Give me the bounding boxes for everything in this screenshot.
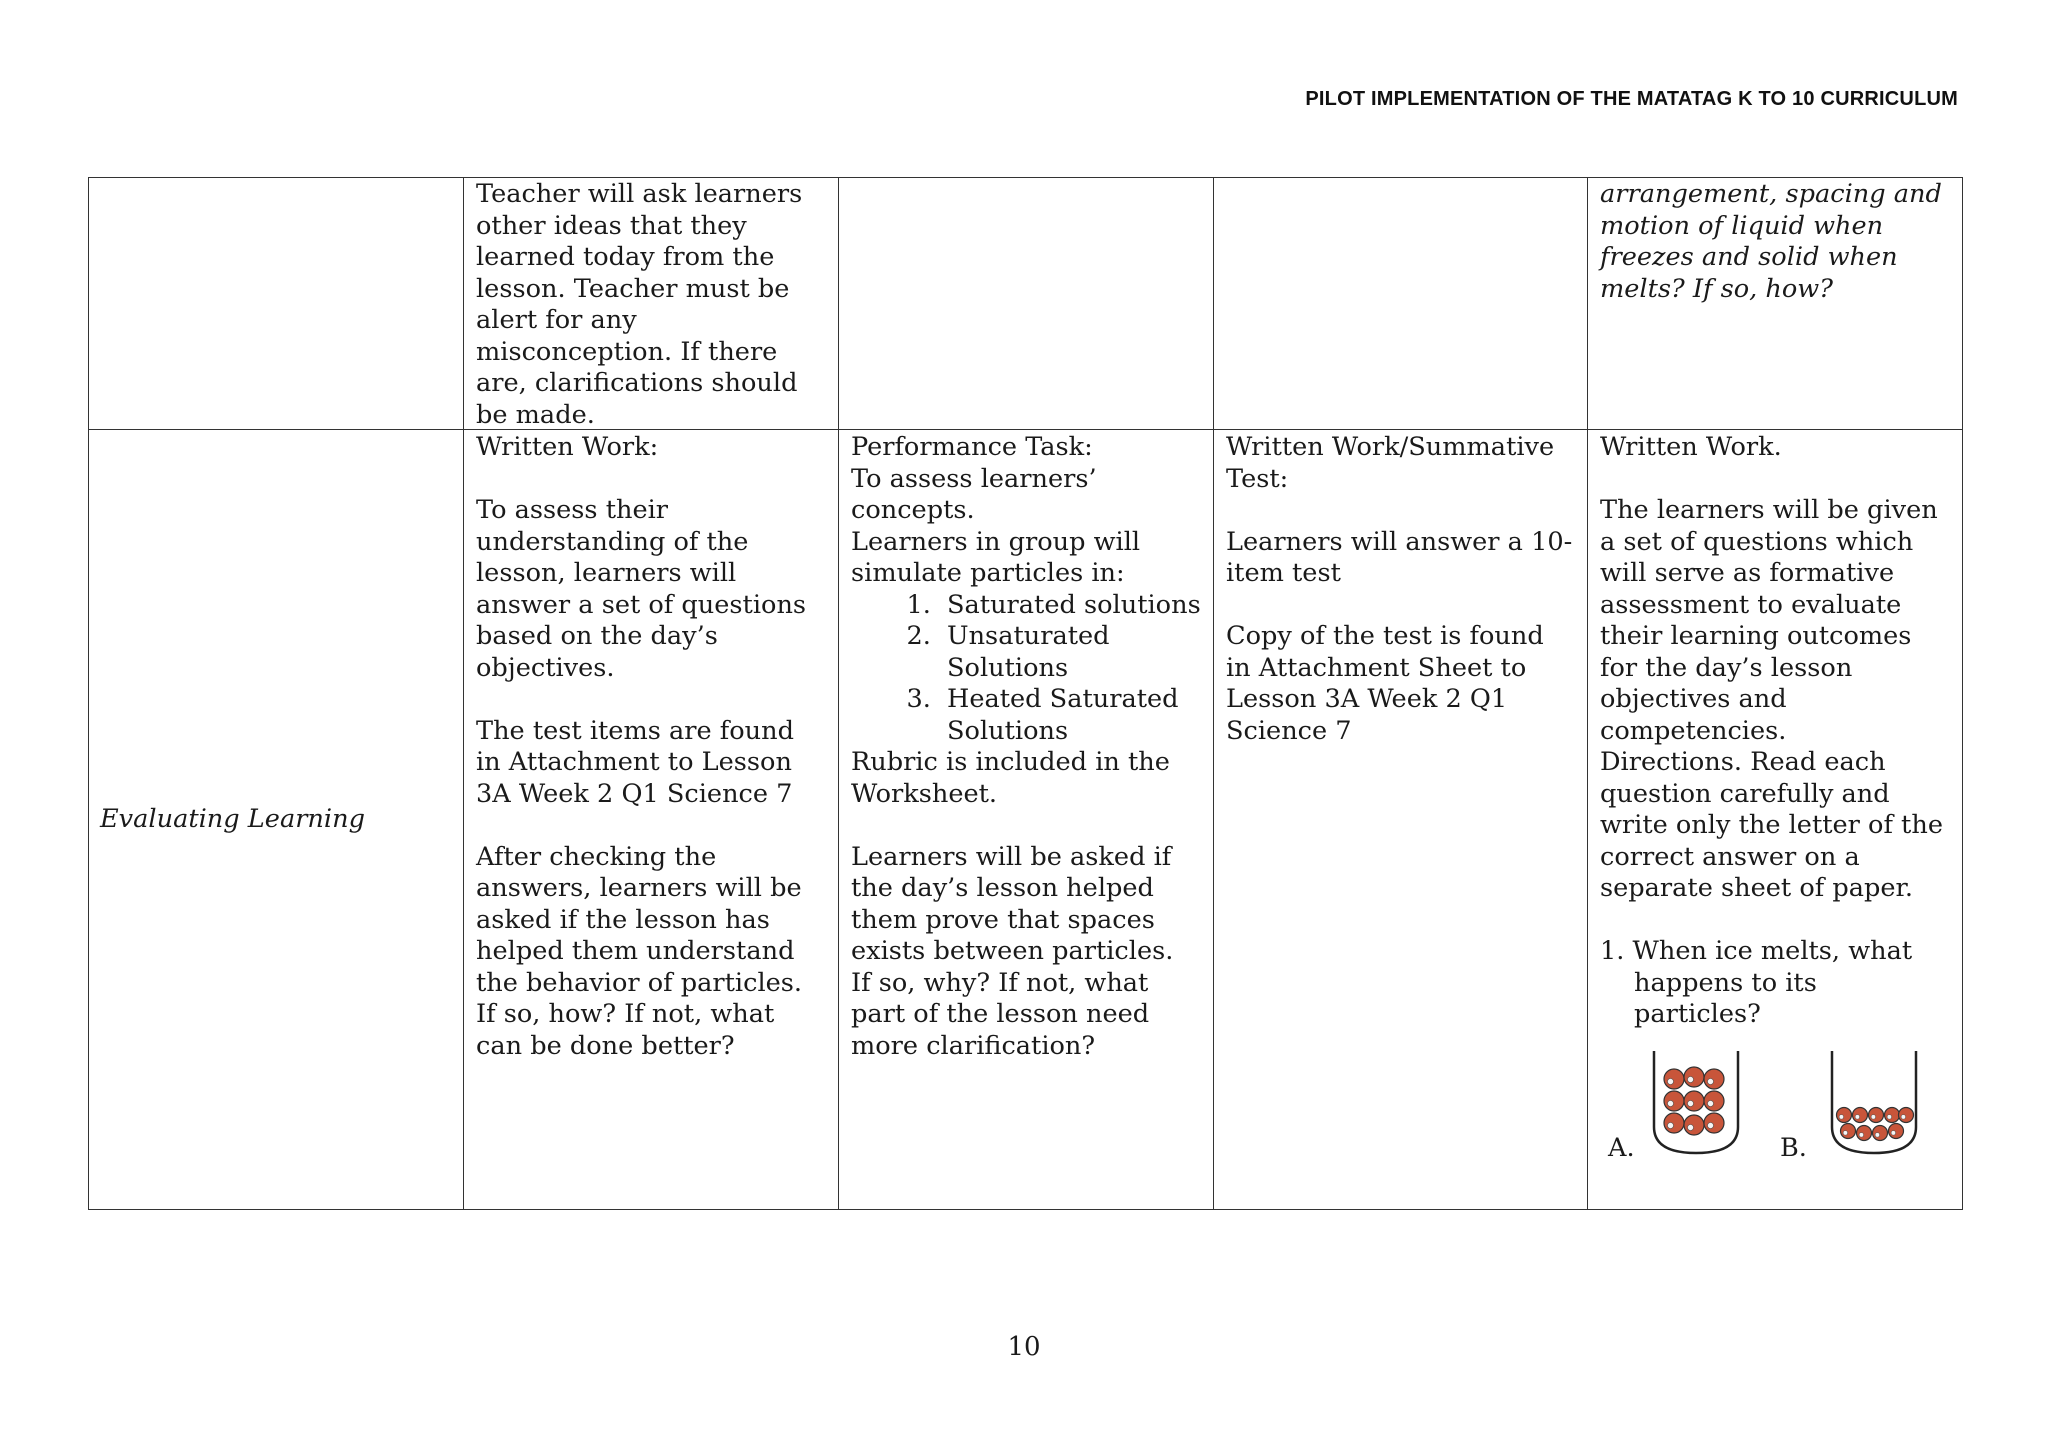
col3-paragraph: Learners in group will simulate particles in: bbox=[851, 526, 1141, 588]
particle bbox=[1684, 1115, 1704, 1135]
simulation-list bbox=[851, 590, 1201, 748]
particle-highlight bbox=[1688, 1100, 1694, 1106]
row1-col5-text: arrangement, spacing and motion of liquid when freezes and solid when melts? If so, how? bbox=[1600, 179, 1942, 304]
particle bbox=[1704, 1091, 1724, 1111]
col2-heading: Written Work: bbox=[476, 432, 659, 462]
row2-col3-cell bbox=[839, 430, 1214, 1210]
particle bbox=[1873, 1125, 1888, 1140]
col2-paragraph: To assess their understanding of the lesson, learners will answer a set of questions based on the day’s objectives. bbox=[476, 495, 807, 683]
particle bbox=[1889, 1123, 1904, 1138]
particle-highlight bbox=[1871, 1114, 1876, 1119]
particles-a bbox=[1664, 1067, 1724, 1135]
particle-highlight bbox=[1859, 1132, 1864, 1137]
particle-highlight bbox=[1855, 1114, 1860, 1119]
particle-highlight bbox=[1843, 1130, 1848, 1135]
question-list bbox=[1600, 936, 1950, 1031]
particle bbox=[1841, 1123, 1856, 1138]
col3-paragraph: Learners will be asked if the day’s lesson helped them prove that spaces exists between particles. If so, why? If not, what part of the lesson need more clarification? bbox=[851, 841, 1174, 1061]
particle-highlight bbox=[1668, 1078, 1674, 1084]
row2-col5-cell bbox=[1588, 430, 1963, 1210]
evaluating-learning-label: Evaluating Learning bbox=[100, 803, 365, 834]
question-1: 1. When ice melts, what happens to its particles? bbox=[1600, 936, 1913, 1029]
particle-highlight bbox=[1901, 1114, 1906, 1119]
lesson-plan-table bbox=[88, 177, 1963, 1210]
answer-choices bbox=[1600, 1031, 1950, 1181]
particle-highlight bbox=[1875, 1132, 1880, 1137]
row1-label-cell bbox=[88, 177, 464, 430]
beaker-b-icon bbox=[1826, 1049, 1922, 1159]
col4-paragraph: Learners will answer a 10-item test bbox=[1226, 526, 1573, 588]
particle-highlight bbox=[1839, 1114, 1844, 1119]
row2-col2-cell bbox=[464, 430, 839, 1210]
row1-col4-cell bbox=[1214, 177, 1588, 430]
col3-paragraph: Rubric is included in the Worksheet. bbox=[851, 747, 1170, 809]
particle-highlight bbox=[1688, 1076, 1694, 1082]
particle-highlight bbox=[1708, 1078, 1714, 1084]
choice-a-label: A. bbox=[1608, 1132, 1635, 1163]
row1-col3-cell bbox=[839, 177, 1214, 430]
list-item: 2. Unsaturated Solutions bbox=[939, 621, 1201, 684]
particle bbox=[1704, 1069, 1724, 1089]
list-item: 1. Saturated solutions bbox=[939, 590, 1201, 622]
particle bbox=[1869, 1107, 1884, 1122]
row1-col5-cell bbox=[1588, 177, 1963, 430]
page-number: 10 bbox=[1007, 1332, 1041, 1362]
particle bbox=[1664, 1069, 1684, 1089]
particle bbox=[1857, 1125, 1872, 1140]
particle-highlight bbox=[1668, 1122, 1674, 1128]
col2-paragraph: The test items are found in Attachment to Lesson 3A Week 2 Q1 Science 7 bbox=[476, 715, 794, 809]
particle-highlight bbox=[1708, 1122, 1714, 1128]
col3-heading: Performance Task: bbox=[851, 432, 1093, 462]
particle bbox=[1885, 1107, 1900, 1122]
particle bbox=[1684, 1091, 1704, 1111]
particle-highlight bbox=[1688, 1124, 1694, 1130]
col4-paragraph: Copy of the test is found in Attachment Sheet to Lesson 3A Week 2 Q1 Science 7 bbox=[1226, 621, 1544, 746]
particle-highlight bbox=[1668, 1100, 1674, 1106]
beaker-a-icon bbox=[1648, 1049, 1744, 1159]
col2-paragraph: After checking the answers, learners will be asked if the lesson has helped them understand the behavior of particles. If so, how? If not, what can be done better? bbox=[476, 841, 803, 1061]
particle-highlight bbox=[1891, 1130, 1896, 1135]
particle bbox=[1684, 1067, 1704, 1087]
particle bbox=[1664, 1113, 1684, 1133]
particles-b bbox=[1837, 1107, 1914, 1140]
row1-col2-cell bbox=[464, 177, 839, 430]
page-header-title: PILOT IMPLEMENTATION OF THE MATATAG K TO 10 CURRICULUM bbox=[1305, 88, 1958, 110]
col5-paragraph: Directions. Read each question carefully and write only the letter of the correct answer on a separate sheet of paper. bbox=[1600, 747, 1943, 903]
particle-highlight bbox=[1887, 1114, 1892, 1119]
col5-paragraph: The learners will be given a set of questions which will serve as formative assessment to evaluate their learning outcomes for the day’s lesson objectives and competencies. bbox=[1600, 495, 1938, 746]
particle-highlight bbox=[1708, 1100, 1714, 1106]
col5-heading: Written Work. bbox=[1600, 432, 1782, 462]
col4-heading: Written Work/Summative Test: bbox=[1226, 432, 1555, 494]
row1-col2-text: Teacher will ask learners other ideas that they learned today from the lesson. Teacher must be alert for any misconception. If there are, clarifications should be made. bbox=[476, 179, 803, 430]
row2-col4-cell bbox=[1214, 430, 1588, 1210]
col3-paragraph: To assess learners’ concepts. bbox=[851, 463, 1097, 525]
particle bbox=[1837, 1107, 1852, 1122]
row2-label-cell bbox=[88, 430, 464, 1210]
list-item: 3. Heated Saturated Solutions bbox=[939, 684, 1201, 747]
particle bbox=[1664, 1091, 1684, 1111]
particle bbox=[1704, 1113, 1724, 1133]
choice-b-label: B. bbox=[1780, 1132, 1807, 1163]
particle bbox=[1853, 1107, 1868, 1122]
particle bbox=[1899, 1107, 1914, 1122]
